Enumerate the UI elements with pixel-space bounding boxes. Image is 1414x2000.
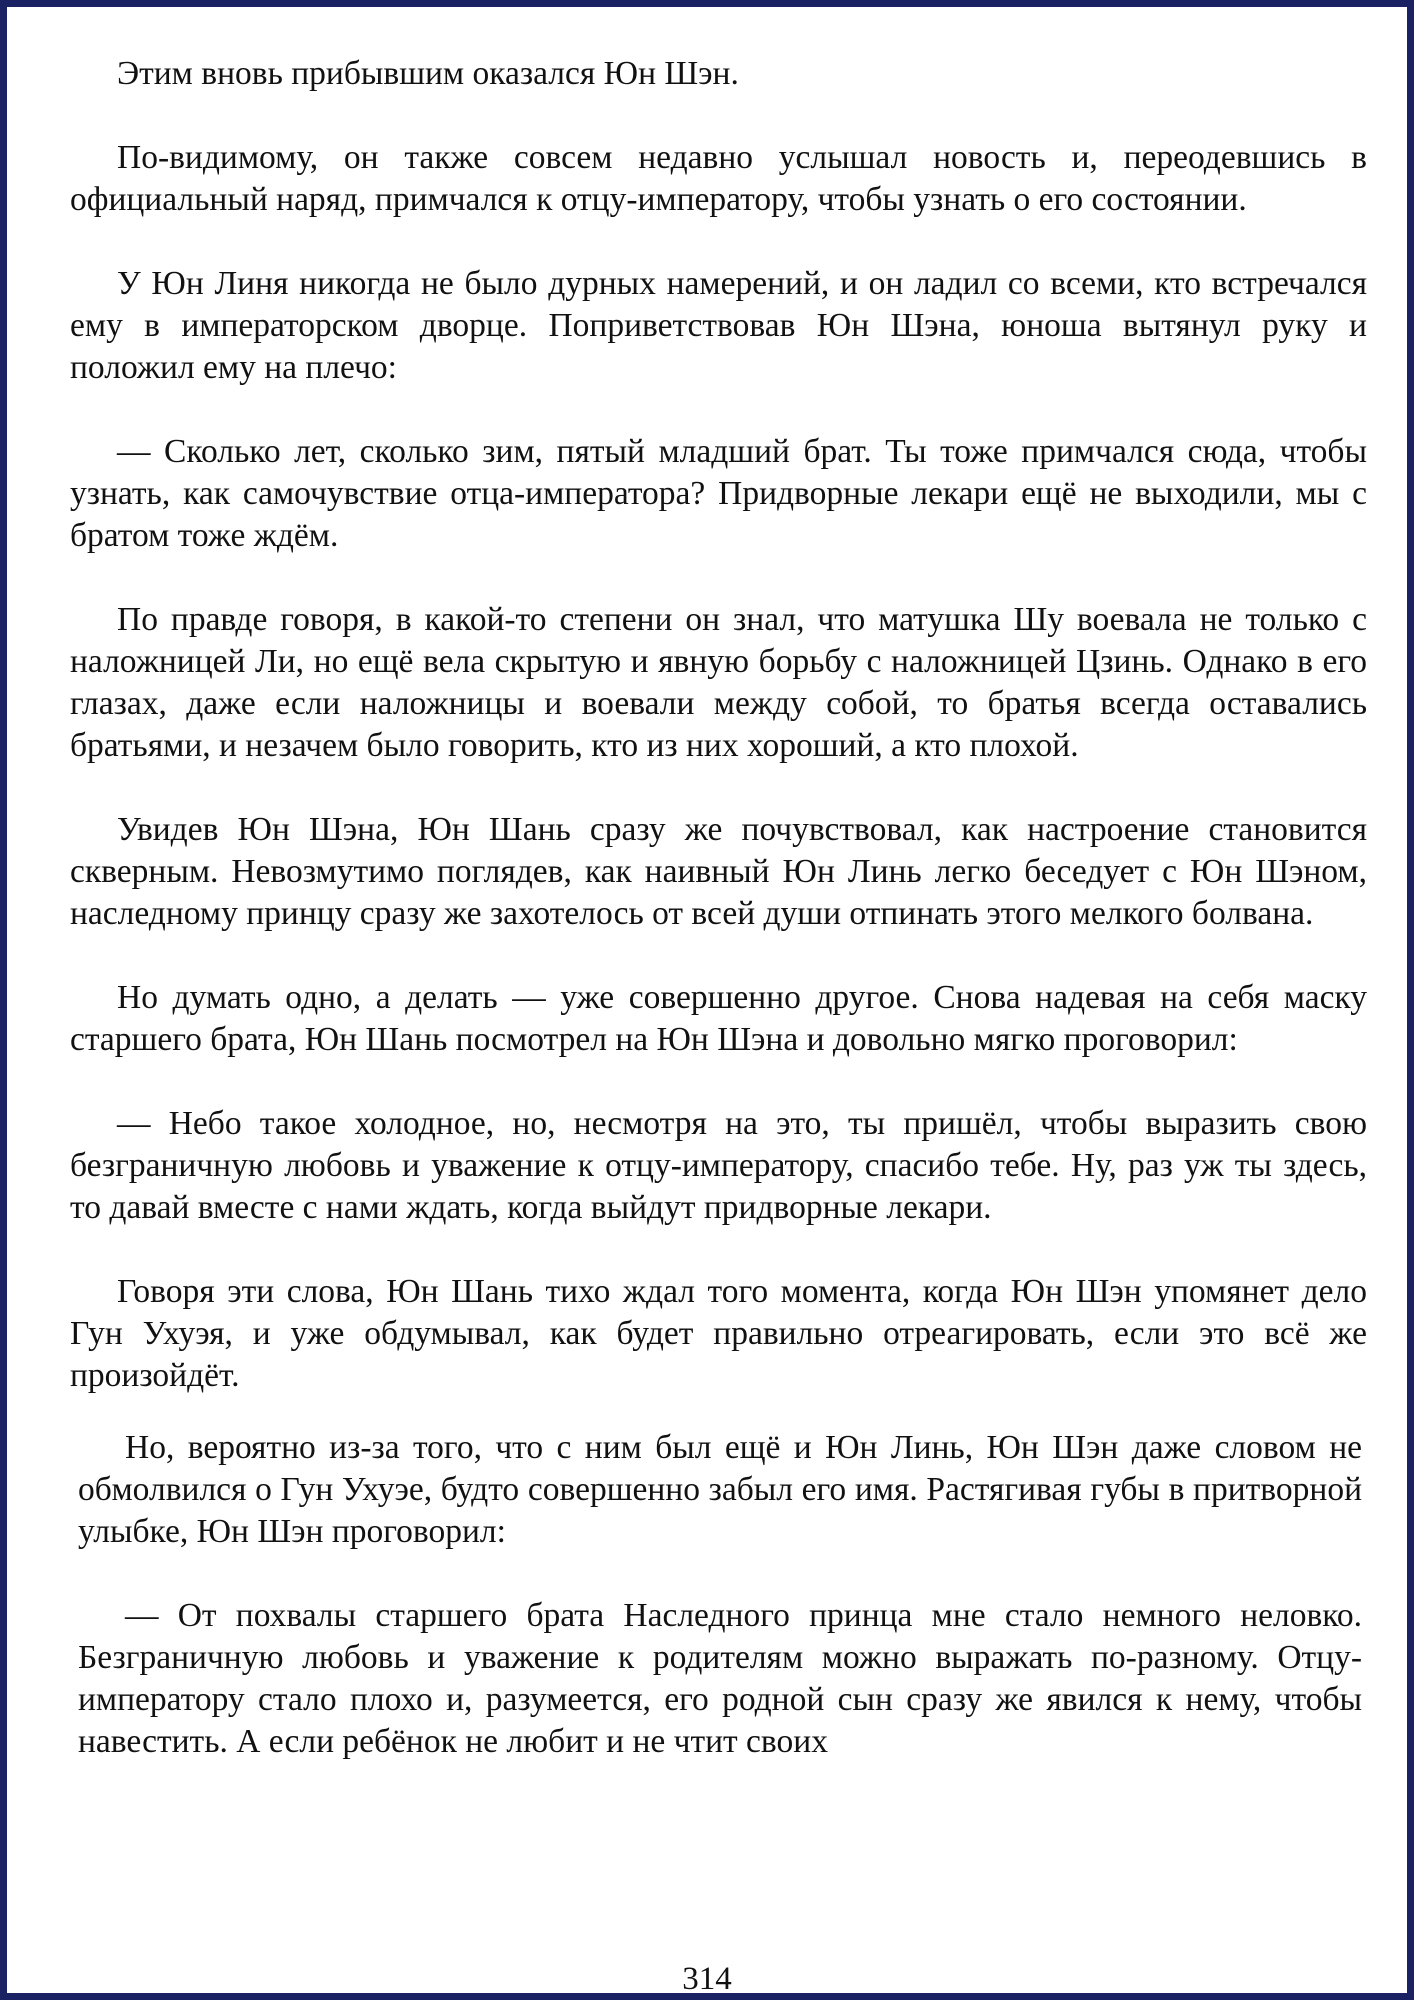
paragraph: По правде говоря, в какой-то степени он знал, что матушка Шу воевала не только с наложницей Ли, но ещё вела скрытую и явную борьбу с наложницей Цзинь. Однако в его глазах, даже если наложницы и воевали между собой, то братья всегда оставались братьями, и незачем было говорить, кто из них хороший, а кто плохой. xyxy=(70,601,1367,764)
paragraph: Но, вероятно из-за того, что с ним был ещё и Юн Линь, Юн Шэн даже словом не обмолвился о Гун Ухуэе, будто совершенно забыл его имя. Растягивая губы в притворной улыбке, Юн Шэн проговорил: xyxy=(78,1429,1362,1550)
paragraph: Этим вновь прибывшим оказался Юн Шэн. xyxy=(117,55,739,92)
paragraph: Говоря эти слова, Юн Шань тихо ждал того момента, когда Юн Шэн упомянет дело Гун Ухуэя, и уже обдумывал, как будет правильно отреагировать, если это всё же произойдёт. xyxy=(70,1273,1367,1394)
paragraph: По-видимому, он также совсем недавно услышал новость и, переодевшись в официальный наряд, примчался к отцу-императору, чтобы узнать о его состоянии. xyxy=(70,139,1367,218)
page-number: 314 xyxy=(682,1961,732,1997)
paragraph: — От похвалы старшего брата Наследного принца мне стало немного неловко. Безграничную любовь и уважение к родителям можно выражать по-разному. Отцу-императору стало плохо и, разумеется, его родной сын сразу же явился к нему, чтобы навестить. А если ребёнок не любит и не чтит своих xyxy=(78,1597,1362,1760)
paragraph: — Сколько лет, сколько зим, пятый младший брат. Ты тоже примчался сюда, чтобы узнать, как самочувствие отца-императора? Придворные лекари ещё не выходили, мы с братом тоже ждём. xyxy=(70,433,1367,554)
page-text xyxy=(70,53,1367,1763)
paragraph: Но думать одно, а делать — уже совершенно другое. Снова надевая на себя маску старшего брата, Юн Шань посмотрел на Юн Шэна и довольно мягко проговорил: xyxy=(70,979,1367,1058)
paragraph: Увидев Юн Шэна, Юн Шань сразу же почувствовал, как настроение становится скверным. Невозмутимо поглядев, как наивный Юн Линь легко беседует с Юн Шэном, наследному принцу сразу же захотелось от всей души отпинать этого мелкого болвана. xyxy=(70,811,1367,932)
paragraph: — Небо такое холодное, но, несмотря на это, ты пришёл, чтобы выразить свою безграничную любовь и уважение к отцу-императору, спасибо тебе. Ну, раз уж ты здесь, то давай вместе с нами ждать, когда выйдут придворные лекари. xyxy=(70,1105,1367,1226)
paragraph: У Юн Линя никогда не было дурных намерений, и он ладил со всеми, кто встречался ему в императорском дворце. Поприветствовав Юн Шэна, юноша вытянул руку и положил ему на плечо: xyxy=(70,265,1367,386)
